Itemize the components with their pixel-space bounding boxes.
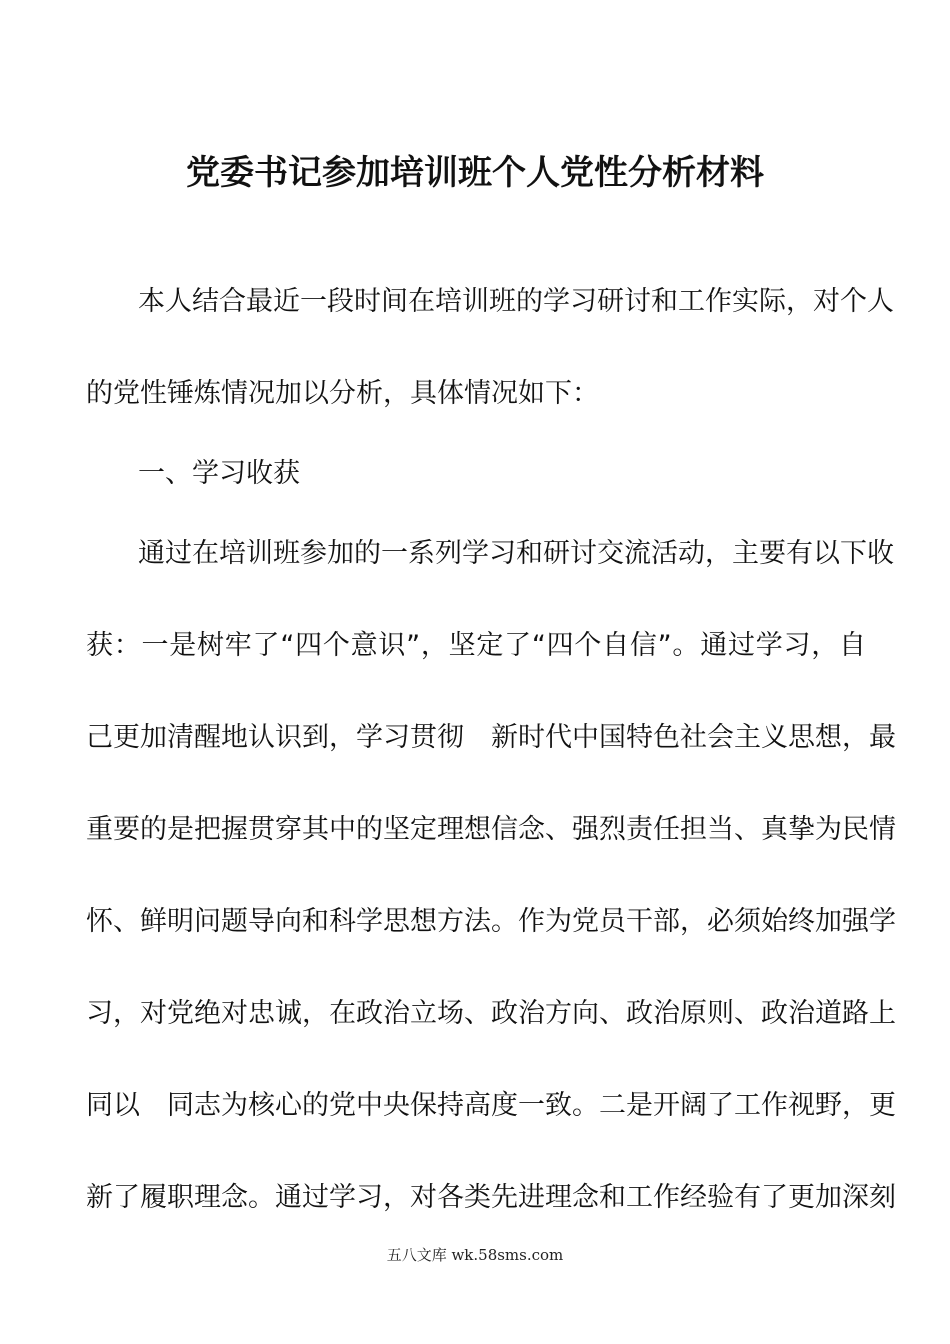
paragraph-line-9: 同以 同志为核心的党中央保持高度一致。二是开阔了工作视野，更	[86, 1090, 896, 1121]
paragraph-line-7: 怀、鲜明问题导向和科学思想方法。作为党员干部，必须始终加强学	[86, 906, 896, 937]
paragraph-line-5: 己更加清醒地认识到，学习贯彻 新时代中国特色社会主义思想，最	[86, 722, 896, 753]
paragraph-line-6: 重要的是把握贯穿其中的坚定理想信念、强烈责任担当、真挚为民情	[86, 814, 896, 845]
paragraph-line-4: 获：一是树牢了“四个意识”，坚定了“四个自信”。通过学习，自	[86, 630, 866, 661]
paragraph-line-8: 习，对党绝对忠诚，在政治立场、政治方向、政治原则、政治道路上	[86, 998, 896, 1029]
paragraph-line-1: 本人结合最近一段时间在培训班的学习研讨和工作实际，对个人	[138, 286, 894, 317]
paragraph-line-2: 的党性锤炼情况加以分析，具体情况如下：	[86, 378, 599, 409]
section-heading: 一、学习收获	[138, 458, 300, 489]
document-title: 党委书记参加培训班个人党性分析材料	[186, 153, 764, 193]
footer-watermark: 五八文库 wk.58sms.com	[386, 1246, 564, 1264]
paragraph-line-10: 新了履职理念。通过学习，对各类先进理念和工作经验有了更加深刻	[86, 1182, 896, 1213]
paragraph-line-3: 通过在培训班参加的一系列学习和研讨交流活动，主要有以下收	[138, 538, 894, 569]
